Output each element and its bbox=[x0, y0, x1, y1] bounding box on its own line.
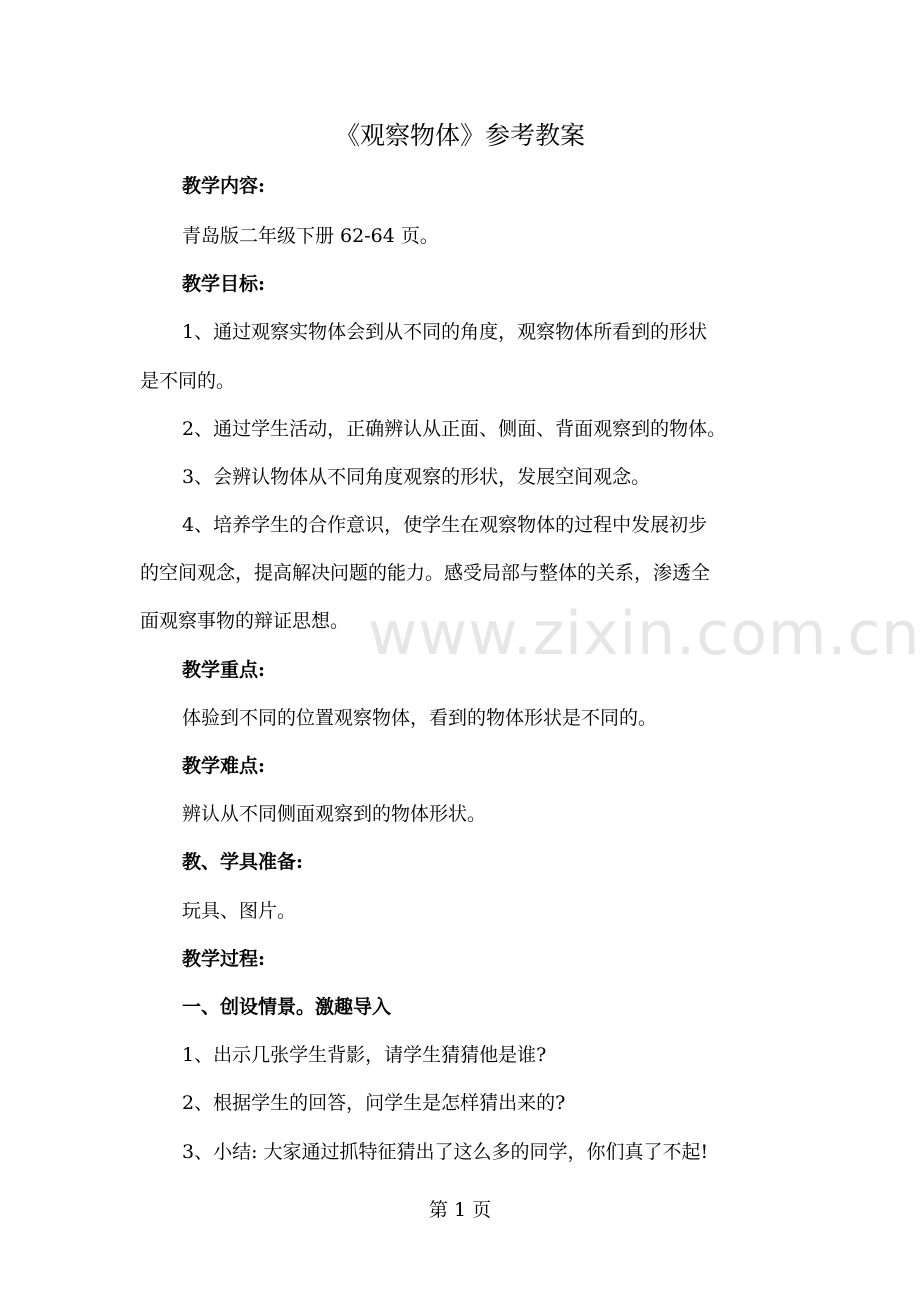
section-heading-objectives: 教学目标: bbox=[182, 273, 266, 295]
paragraph-line: 面观察事物的辩证思想。 bbox=[140, 610, 350, 632]
subsection-heading: 一、创设情景。激趣导入 bbox=[182, 996, 392, 1018]
section-heading-difficulties: 教学难点: bbox=[182, 755, 266, 777]
section-heading-content: 教学内容: bbox=[182, 175, 266, 197]
paragraph-line: 2、通过学生活动，正确辨认从正面、侧面、背面观察到的物体。 bbox=[182, 418, 727, 440]
paragraph-line: 体验到不同的位置观察物体，看到的物体形状是不同的。 bbox=[182, 707, 658, 729]
paragraph-line: 3、小结: 大家通过抓特征猜出了这么多的同学，你们真了不起! bbox=[182, 1141, 709, 1163]
section-heading-process: 教学过程: bbox=[182, 948, 266, 970]
paragraph-line: 1、通过观察实物体会到从不同的角度，观察物体所看到的形状 bbox=[182, 321, 708, 343]
section-heading-materials: 教、学具准备: bbox=[182, 851, 304, 873]
paragraph-line: 2、根据学生的回答，问学生是怎样猜出来的? bbox=[182, 1092, 566, 1114]
paragraph-line: 辨认从不同侧面观察到的物体形状。 bbox=[182, 803, 487, 825]
paragraph-line: 1、出示几张学生背影，请学生猜猜他是谁? bbox=[182, 1044, 547, 1066]
document-title: 《观察物体》参考教案 bbox=[334, 121, 585, 150]
paragraph-line: 的空间观念，提高解决问题的能力。感受局部与整体的关系，渗透全 bbox=[140, 562, 711, 584]
paragraph-line: 青岛版二年级下册 62-64 页。 bbox=[182, 225, 439, 247]
watermark: www.zixin.com.cn bbox=[368, 599, 920, 669]
paragraph-line: 是不同的。 bbox=[140, 370, 236, 392]
section-heading-key-points: 教学重点: bbox=[182, 659, 266, 681]
paragraph-line: 玩具、图片。 bbox=[182, 900, 297, 922]
paragraph-line: 4、培养学生的合作意识，使学生在观察物体的过程中发展初步 bbox=[182, 514, 708, 536]
page-number: 第 1 页 bbox=[428, 1199, 492, 1221]
paragraph-line: 3、会辨认物体从不同角度观察的形状，发展空间观念。 bbox=[182, 466, 651, 488]
